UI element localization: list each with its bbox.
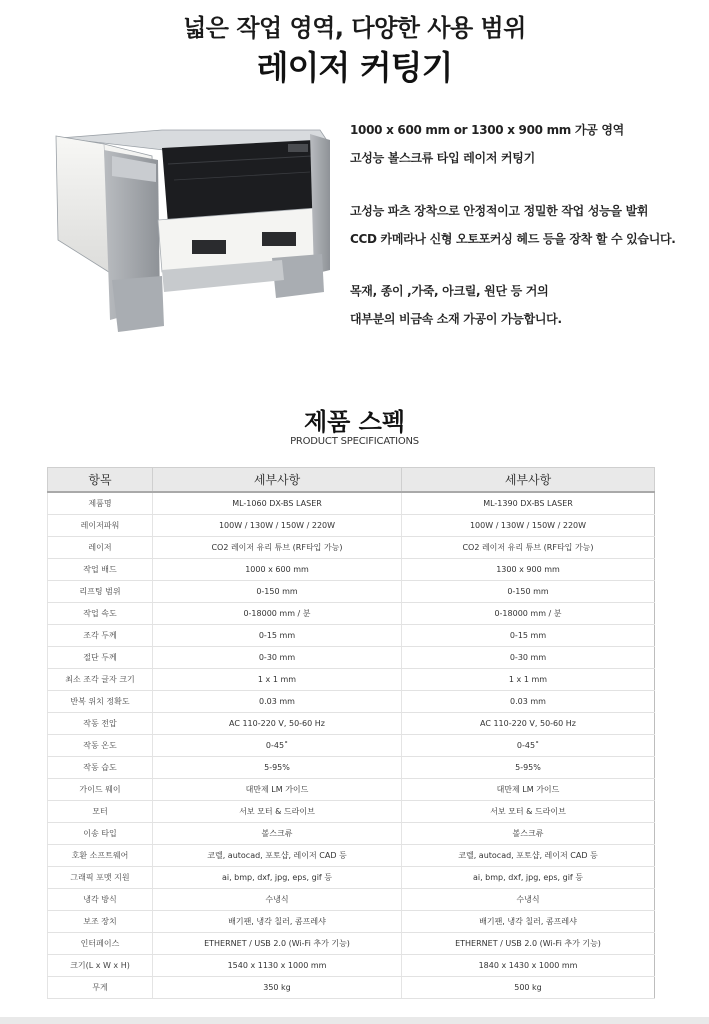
- row-value-1390: 배기팬, 냉각 칠러, 콤프레샤: [402, 911, 655, 933]
- row-label: 호환 소프트웨어: [48, 845, 153, 867]
- row-value-1060: 0-30 mm: [153, 647, 402, 669]
- row-value-1060: 0-45˚: [153, 735, 402, 757]
- hero-tagline: 넓은 작업 영역, 다양한 사용 범위: [183, 14, 526, 42]
- row-label: 가이드 웨이: [48, 779, 153, 801]
- row-value-1390: 1840 x 1430 x 1000 mm: [402, 955, 655, 977]
- row-label: 레이저파워: [48, 515, 153, 537]
- table-row: [48, 515, 655, 537]
- desc-high-performance: 고성능 파츠 장착으로 안정적이고 정밀한 작업 성능을 발휘: [350, 204, 649, 218]
- row-value-1390: 수냉식: [402, 889, 655, 911]
- row-label: 조각 두께: [48, 625, 153, 647]
- row-label: 작동 온도: [48, 735, 153, 757]
- table-row: [48, 823, 655, 845]
- row-value-1060: 5-95%: [153, 757, 402, 779]
- row-value-1060: 350 kg: [153, 977, 402, 999]
- row-value-1060: 1000 x 600 mm: [153, 559, 402, 581]
- specs-subtitle: PRODUCT SPECIFICATIONS: [290, 436, 419, 447]
- row-value-1060: 대만제 LM 가이드: [153, 779, 402, 801]
- table-row: [48, 537, 655, 559]
- row-label: 작동 습도: [48, 757, 153, 779]
- row-value-1060: 서보 모터 & 드라이브: [153, 801, 402, 823]
- specs-table: [47, 467, 655, 999]
- row-value-1060: 0-15 mm: [153, 625, 402, 647]
- row-value-1390: 1300 x 900 mm: [402, 559, 655, 581]
- row-value-1060: 1540 x 1130 x 1000 mm: [153, 955, 402, 977]
- row-label: 보조 장치: [48, 911, 153, 933]
- table-row: [48, 625, 655, 647]
- row-label: 절단 두께: [48, 647, 153, 669]
- table-row: [48, 691, 655, 713]
- row-label: 인터페이스: [48, 933, 153, 955]
- row-label: 작업 배드: [48, 559, 153, 581]
- row-value-1390: ai, bmp, dxf, jpg, eps, gif 등: [402, 867, 655, 889]
- row-value-1060: 코렐, autocad, 포토샵, 레이저 CAD 등: [153, 845, 402, 867]
- row-label: 제품명: [48, 492, 153, 515]
- specs-title: 제품 스펙: [303, 408, 406, 436]
- row-value-1390: 대만제 LM 가이드: [402, 779, 655, 801]
- row-value-1390: AC 110-220 V, 50-60 Hz: [402, 713, 655, 735]
- header-detail-1390: 세부사항: [402, 468, 655, 493]
- row-value-1390: 5-95%: [402, 757, 655, 779]
- table-row: [48, 911, 655, 933]
- row-value-1390: 100W / 130W / 150W / 220W: [402, 515, 655, 537]
- desc-materials: 목재, 종이 ,가죽, 아크릴, 원단 등 거의: [350, 284, 549, 298]
- table-row: [48, 977, 655, 999]
- table-row: [48, 779, 655, 801]
- row-label: 리프팅 범위: [48, 581, 153, 603]
- row-label: 모터: [48, 801, 153, 823]
- row-value-1060: ETHERNET / USB 2.0 (Wi-Fi 추가 기능): [153, 933, 402, 955]
- row-label: 크기(L x W x H): [48, 955, 153, 977]
- row-label: 레이저: [48, 537, 153, 559]
- laser-cutter-machine-image: [52, 120, 334, 334]
- row-label: 냉각 방식: [48, 889, 153, 911]
- table-row: [48, 867, 655, 889]
- row-value-1390: 코렐, autocad, 포토샵, 레이저 CAD 등: [402, 845, 655, 867]
- table-row: [48, 757, 655, 779]
- table-row: [48, 603, 655, 625]
- row-value-1060: 0-18000 mm / 분: [153, 603, 402, 625]
- row-value-1060: 100W / 130W / 150W / 220W: [153, 515, 402, 537]
- desc-work-area: 1000 x 600 mm or 1300 x 900 mm 가공 영역: [350, 123, 624, 137]
- desc-ccd-camera: CCD 카메라나 신형 오토포커싱 헤드 등을 장착 할 수 있습니다.: [350, 232, 676, 246]
- row-value-1060: 배기팬, 냉각 칠러, 콤프레샤: [153, 911, 402, 933]
- header-item: 항목: [48, 468, 153, 493]
- table-row: [48, 955, 655, 977]
- row-value-1390: 0.03 mm: [402, 691, 655, 713]
- row-value-1060: 볼스크류: [153, 823, 402, 845]
- page-bottom-edge: [0, 1017, 709, 1024]
- row-value-1390: 서보 모터 & 드라이브: [402, 801, 655, 823]
- row-value-1390: ML-1390 DX-BS LASER: [402, 492, 655, 515]
- table-row: [48, 933, 655, 955]
- row-value-1060: CO2 레이저 유리 튜브 (RF타입 가능): [153, 537, 402, 559]
- row-value-1390: ETHERNET / USB 2.0 (Wi-Fi 추가 기능): [402, 933, 655, 955]
- table-row: [48, 669, 655, 691]
- table-row: [48, 492, 655, 515]
- desc-ballscrew: 고성능 볼스크류 타입 레이저 커팅기: [350, 151, 535, 165]
- row-value-1390: 0-18000 mm / 분: [402, 603, 655, 625]
- row-value-1390: 1 x 1 mm: [402, 669, 655, 691]
- specs-header-row: [48, 468, 655, 493]
- header-detail-1060: 세부사항: [153, 468, 402, 493]
- row-value-1060: 수냉식: [153, 889, 402, 911]
- row-value-1060: AC 110-220 V, 50-60 Hz: [153, 713, 402, 735]
- row-value-1060: 0.03 mm: [153, 691, 402, 713]
- row-label: 이송 타입: [48, 823, 153, 845]
- table-row: [48, 647, 655, 669]
- row-value-1390: 0-45˚: [402, 735, 655, 757]
- row-value-1390: CO2 레이저 유리 튜브 (RF타입 가능): [402, 537, 655, 559]
- row-label: 그래픽 포맷 지원: [48, 867, 153, 889]
- row-value-1390: 0-150 mm: [402, 581, 655, 603]
- row-value-1060: 0-150 mm: [153, 581, 402, 603]
- row-value-1390: 500 kg: [402, 977, 655, 999]
- row-value-1390: 0-15 mm: [402, 625, 655, 647]
- table-row: [48, 889, 655, 911]
- desc-non-metal: 대부분의 비금속 소재 가공이 가능합니다.: [350, 312, 562, 326]
- table-row: [48, 581, 655, 603]
- table-row: [48, 713, 655, 735]
- row-value-1060: ML-1060 DX-BS LASER: [153, 492, 402, 515]
- row-label: 작업 속도: [48, 603, 153, 625]
- row-value-1390: 0-30 mm: [402, 647, 655, 669]
- row-label: 반복 위치 정확도: [48, 691, 153, 713]
- table-row: [48, 559, 655, 581]
- table-row: [48, 845, 655, 867]
- row-value-1390: 볼스크류: [402, 823, 655, 845]
- row-label: 무게: [48, 977, 153, 999]
- row-label: 최소 조각 글자 크기: [48, 669, 153, 691]
- row-value-1060: ai, bmp, dxf, jpg, eps, gif 등: [153, 867, 402, 889]
- row-value-1060: 1 x 1 mm: [153, 669, 402, 691]
- table-row: [48, 801, 655, 823]
- row-label: 작동 전압: [48, 713, 153, 735]
- table-row: [48, 735, 655, 757]
- page-title: 레이저 커팅기: [256, 48, 453, 87]
